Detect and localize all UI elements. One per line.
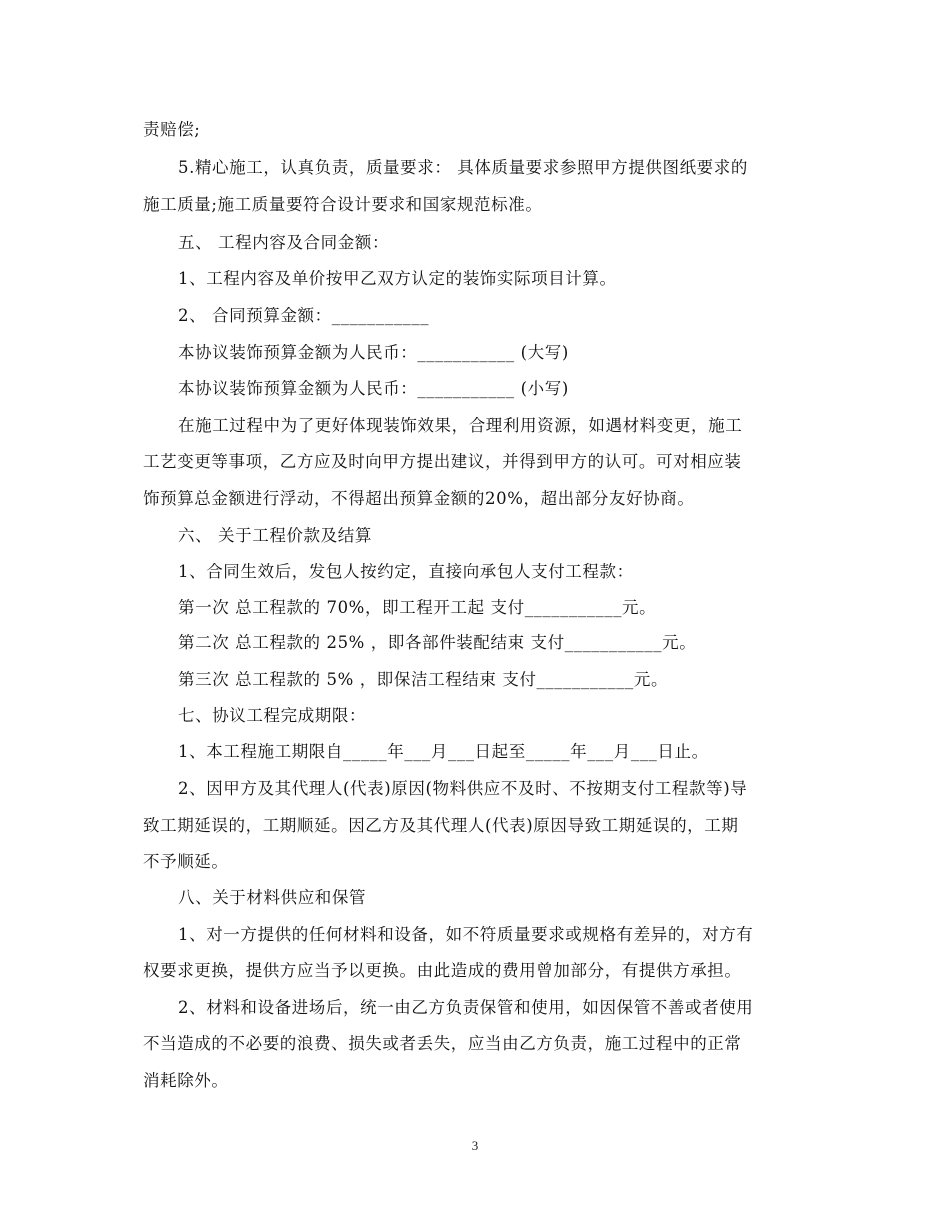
text-line: 2、因甲方及其代理人(代表)原因(物料供应不及时、不按期支付工程款等)导 (178, 779, 748, 798)
text-line: 1、本工程施工期限自_____年___月___日起至_____年___月___日止。 (178, 742, 709, 761)
page-number: 3 (471, 1138, 479, 1153)
section-heading: 七、协议工程完成期限： (178, 706, 367, 725)
text-line: 2、材料和设备进场后，统一由乙方负责保管和使用，如因保管不善或者使用 (178, 998, 754, 1017)
text-line: 权要求更换，提供方应当予以更换。由此造成的费用曾加部分，有提供方承担。 (143, 961, 742, 980)
section-heading: 六、 关于工程价款及结算 (178, 526, 372, 545)
text-line: 饰预算总金额进行浮动，不得超出预算金额的20%，超出部分友好协商。 (143, 489, 695, 508)
text-line: 2、 合同预算金额：___________ (178, 306, 430, 325)
text-line: 不当造成的不必要的浪费、损失或者丢失，应当由乙方负责，施工过程中的正常 (143, 1034, 742, 1053)
text-line: 第二次 总工程款的 25% ，即各部件装配结束 支付___________元。 (178, 633, 697, 652)
text-line: 工艺变更等事项，乙方应及时向甲方提出建议，并得到甲方的认可。可对相应装 (143, 452, 742, 471)
text-line: 第三次 总工程款的 5% ，即保洁工程结束 支付___________元。 (178, 670, 669, 689)
text-line: 5.精心施工，认真负责，质量要求： 具体质量要求参照甲方提供图纸要求的 (178, 158, 748, 177)
text-line: 本协议装饰预算金额为人民币：___________ (小写) (178, 379, 569, 398)
text-line: 第一次 总工程款的 70%，即工程开工起 支付___________元。 (178, 598, 657, 617)
text-line: 责赔偿; (143, 120, 201, 139)
text-line: 消耗除外。 (143, 1071, 229, 1090)
text-line: 1、合同生效后，发包人按约定，直接向承包人支付工程款： (178, 562, 634, 581)
text-line: 1、对一方提供的任何材料和设备，如不符质量要求或规格有差异的，对方有 (178, 925, 754, 944)
text-line: 不予顺延。 (143, 852, 229, 871)
text-line: 本协议装饰预算金额为人民币：___________ (大写) (178, 343, 569, 362)
text-line: 在施工过程中为了更好体现装饰效果，合理利用资源，如遇材料变更，施工 (178, 416, 743, 435)
text-line: 1、工程内容及单价按甲乙双方认定的装饰实际项目计算。 (178, 269, 617, 288)
text-line: 施工质量;施工质量要符合设计要求和国家规范标准。 (143, 195, 543, 214)
section-heading: 五、 工程内容及合同金额： (178, 233, 390, 252)
text-line: 致工期延误的，工期顺延。因乙方及其代理人(代表)原因导致工期延误的，工期 (143, 816, 739, 835)
section-heading: 八、关于材料供应和保管 (178, 888, 367, 907)
